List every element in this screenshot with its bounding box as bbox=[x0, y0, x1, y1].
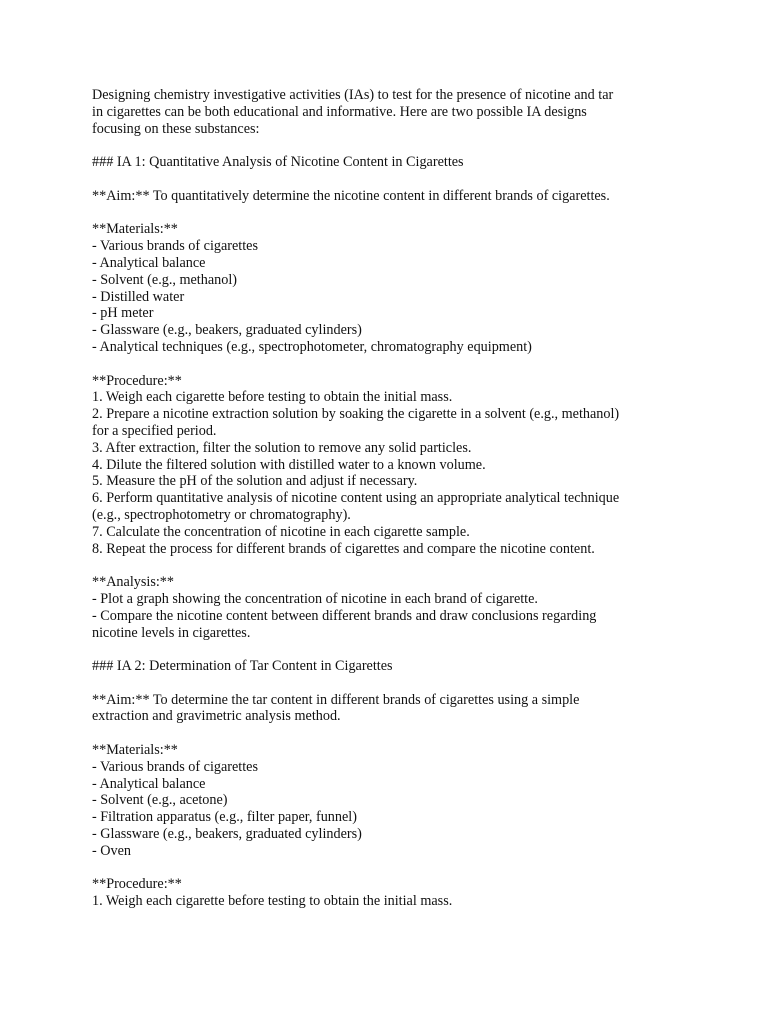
spacer bbox=[92, 860, 712, 877]
ia1-material-item: - Distilled water bbox=[92, 288, 185, 305]
ia1-heading: ### IA 1: Quantitative Analysis of Nicotine Content in Cigarettes bbox=[92, 154, 464, 171]
ia1-material-item: - Glassware (e.g., beakers, graduated cylinders) bbox=[92, 322, 362, 339]
ia1-procedure-step: 4. Dilute the filtered solution with distilled water to a known volume. bbox=[92, 456, 486, 473]
spacer bbox=[92, 137, 712, 154]
spacer bbox=[92, 641, 712, 658]
ia1-analysis-item: - Compare the nicotine content between different brands and draw conclusions regarding bbox=[92, 607, 597, 624]
ia1-material-item: - Solvent (e.g., methanol) bbox=[92, 271, 237, 288]
ia2-material-item: - Filtration apparatus (e.g., filter paper, funnel) bbox=[92, 809, 357, 826]
ia2-aim: extraction and gravimetric analysis method. bbox=[92, 708, 341, 725]
spacer bbox=[92, 356, 712, 373]
ia1-material-item: - Analytical techniques (e.g., spectrophotometer, chromatography equipment) bbox=[92, 338, 532, 355]
spacer bbox=[92, 171, 712, 188]
ia2-material-item: - Solvent (e.g., acetone) bbox=[92, 792, 228, 809]
ia1-procedure-step: 3. After extraction, filter the solution to remove any solid particles. bbox=[92, 439, 472, 456]
ia1-procedure-step: 1. Weigh each cigarette before testing to obtain the initial mass. bbox=[92, 389, 453, 406]
ia1-procedure-step: for a specified period. bbox=[92, 422, 217, 439]
ia1-aim: **Aim:** To quantitatively determine the nicotine content in different brands of cigarettes. bbox=[92, 187, 610, 204]
spacer bbox=[92, 675, 712, 692]
ia2-procedure-heading: **Procedure:** bbox=[92, 876, 182, 893]
spacer bbox=[92, 205, 712, 222]
ia1-procedure-step: 5. Measure the pH of the solution and adjust if necessary. bbox=[92, 473, 418, 490]
ia2-material-item: - Oven bbox=[92, 842, 132, 859]
ia1-analysis-heading: **Analysis:** bbox=[92, 574, 174, 591]
ia2-aim: **Aim:** To determine the tar content in different brands of cigarettes using a simple bbox=[92, 691, 580, 708]
ia1-analysis-item: nicotine levels in cigarettes. bbox=[92, 624, 251, 641]
ia1-procedure-step: 7. Calculate the concentration of nicotine in each cigarette sample. bbox=[92, 523, 470, 540]
spacer bbox=[92, 557, 712, 574]
ia2-material-item: - Various brands of cigarettes bbox=[92, 758, 258, 775]
ia2-procedure-step: 1. Weigh each cigarette before testing to obtain the initial mass. bbox=[92, 893, 453, 910]
spacer bbox=[92, 725, 712, 742]
ia2-material-item: - Glassware (e.g., beakers, graduated cylinders) bbox=[92, 826, 362, 843]
ia1-material-item: - Various brands of cigarettes bbox=[92, 238, 258, 255]
ia1-procedure-step: 6. Perform quantitative analysis of nicotine content using an appropriate analytical technique bbox=[92, 490, 620, 507]
ia1-section bbox=[92, 154, 712, 641]
ia2-section bbox=[92, 658, 712, 910]
intro-paragraph bbox=[92, 87, 712, 137]
ia1-procedure-step: (e.g., spectrophotometry or chromatography). bbox=[92, 506, 351, 523]
document-page bbox=[92, 87, 712, 910]
ia1-procedure-step: 8. Repeat the process for different brands of cigarettes and compare the nicotine content. bbox=[92, 540, 595, 557]
ia1-procedure-step: 2. Prepare a nicotine extraction solution by soaking the cigarette in a solvent (e.g., methanol) bbox=[92, 406, 620, 423]
ia2-materials-heading: **Materials:** bbox=[92, 742, 178, 759]
ia1-material-item: - Analytical balance bbox=[92, 254, 206, 271]
ia1-analysis-item: - Plot a graph showing the concentration of nicotine in each brand of cigarette. bbox=[92, 590, 538, 607]
ia2-material-item: - Analytical balance bbox=[92, 775, 206, 792]
intro-line: Designing chemistry investigative activities (IAs) to test for the presence of nicotine and tar bbox=[92, 87, 614, 103]
ia1-material-item: - pH meter bbox=[92, 305, 154, 322]
intro-line: focusing on these substances: bbox=[92, 120, 260, 137]
ia2-heading: ### IA 2: Determination of Tar Content in Cigarettes bbox=[92, 658, 393, 675]
ia1-procedure-heading: **Procedure:** bbox=[92, 372, 182, 389]
intro-line: in cigarettes can be both educational and informative. Here are two possible IA designs bbox=[92, 103, 587, 120]
ia1-materials-heading: **Materials:** bbox=[92, 221, 178, 238]
